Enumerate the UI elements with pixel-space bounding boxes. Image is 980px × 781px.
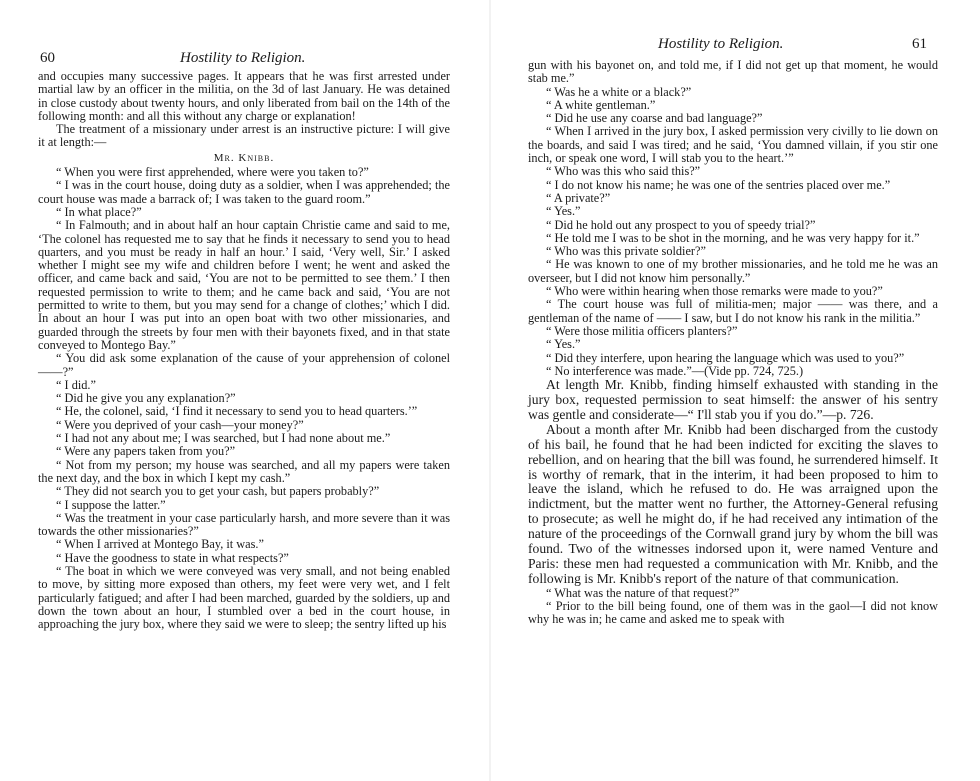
paragraph: “ Were any papers taken from you?” <box>56 444 236 459</box>
paragraph: “ I suppose the latter.” <box>56 497 166 512</box>
paragraph: “ In Falmouth; and in about half an hour captain Christie came and said to me, ‘The colonel has requested me to say that he finds it necessary to send you to head quarters, and you must be ready in half an hour.’ I said, ‘Very well, Sir.’ I asked whether I might see my wife and children before I went; he went and asked the officer, and came back and said, ‘You are not to be permitted to see them.’ I then requested permission to write to them; and he came back and said, ‘You are not permitted to write to them, but you may send for a change of clothes;’ which I did. In about an hour I was put into an open boat with two other missionaries, and guarded through the streets by four men with their bayonets fixed, and in that state conveyed to Montego Bay.” <box>38 218 450 352</box>
paragraph: “ Was the treatment in your case particularly harsh, and more severe than it was towards the other missionaries?” <box>38 510 450 539</box>
paragraph: “ They did not search you to get your cash, but papers probably?” <box>56 484 380 499</box>
paragraph: “ I do not know his name; he was one of the sentries placed over me.” <box>546 177 891 192</box>
paragraph: “ Yes.” <box>546 204 581 219</box>
paragraph: “ He told me I was to be shot in the morning, and he was very happy for it.” <box>546 230 920 245</box>
paragraph: “ Did he hold out any prospect to you of speedy trial?” <box>546 217 816 232</box>
paragraph: “ When I arrived in the jury box, I asked permission very civilly to lie down on the boards, and said I was tired; and he said, ‘You damned villain, if you stir one inch, or speak one word, I will stab you to the heart.’” <box>528 124 938 166</box>
paragraph: “ A private?” <box>546 190 611 205</box>
paragraph: “ What was the nature of that request?” <box>546 585 740 600</box>
paragraph: “ Were you deprived of your cash—your money?” <box>56 417 304 432</box>
right-page <box>490 0 980 781</box>
paragraph: The treatment of a missionary under arrest is an instructive picture: I will give it at length:— <box>38 122 450 150</box>
paragraph: “ Did he give you any explanation?” <box>56 391 236 406</box>
paragraph: “ I did.” <box>56 377 96 392</box>
paragraph: “ A white gentleman.” <box>546 97 656 112</box>
paragraph: “ Prior to the bill being found, one of them was in the gaol—I did not know why he was in; he came and asked me to speak with <box>528 599 938 627</box>
left-running-title: Hostility to Religion. <box>180 50 306 66</box>
paragraph: “ Have the goodness to state in what respects?” <box>56 550 289 565</box>
paragraph: “ You did ask some explanation of the cause of your apprehension of colonel ——?” <box>38 351 450 379</box>
paragraph: “ I was in the court house, doing duty as a soldier, when I was apprehended; the court house was made a barrack of; I was taken to the guard room.” <box>38 178 450 206</box>
paragraph: “ Not from my person; my house was searched, and all my papers were taken the next day, and the box in which I kept my cash.” <box>38 457 450 485</box>
paragraph: “ I had not any about me; I was searched, but I had none about me.” <box>56 431 391 446</box>
paragraph: gun with his bayonet on, and told me, if I did not get up that moment, he would stab me.” <box>528 58 938 86</box>
paragraph: “ He, the colonel, said, ‘I find it necessary to send you to head quarters.’” <box>56 404 418 419</box>
paragraph: “ When I arrived at Montego Bay, it was.” <box>56 537 264 552</box>
paragraph: “ Did they interfere, upon hearing the language which was used to you?” <box>546 350 905 365</box>
paragraph: “ When you were first apprehended, where were you taken to?” <box>56 165 369 180</box>
right-running-title: Hostility to Religion. <box>658 36 784 52</box>
paragraph: “ Was he a white or a black?” <box>546 84 692 99</box>
paragraph: “ He was known to one of my brother missionaries, and he told me he was an overseer, but I did not know him personally.” <box>528 257 938 285</box>
paragraph: “ Who were within hearing when those remarks were made to you?” <box>546 284 883 299</box>
right-page-number: 61 <box>912 36 927 52</box>
paragraph: About a month after Mr. Knibb had been discharged from the custody of his bail, he found that he had been indicted for exciting the slaves to rebellion, and on hearing that the bill was found, he surrendered himself. It is worthy of remark, that in the interim, it had been proposed to him to leave the island, which he refused to do. He was arraigned upon the indictment, but the matter went no further, the Attorney-General refusing to prosecute; as well he might do, if he had received any intimation of the nature of the proceedings of the Cornwall grand jury by whom the bill was found. Two of the witnesses indorsed upon it, were named Venture and Paris: these men had requested a communication with Mr. Knibb, and the following is Mr. Knibb's report of the nature of that communication. <box>528 421 938 586</box>
paragraph: “ In what place?” <box>56 204 142 219</box>
paragraph: “ Were those militia officers planters?” <box>546 323 738 338</box>
left-body <box>38 70 450 631</box>
left-page-number: 60 <box>40 50 55 66</box>
paragraph: “ No interference was made.”—(Vide pp. 724, 725.) <box>546 363 804 378</box>
speaker-heading: Mr. Knibb. <box>213 151 275 164</box>
paragraph: “ The boat in which we were conveyed was very small, and not being enabled to move, by sitting more exposed than others, my feet were very wet, and I felt particularly fatigued; and after I had been marched, guarded by the soldiers, up and down the town about an hour, I stumbled over a bed in the court house, in approaching the jury box, where they said we were to sleep; the sentry lifted up his <box>38 563 450 632</box>
paragraph: “ Did he use any coarse and bad language?” <box>546 111 763 126</box>
paragraph: “ Who was this who said this?” <box>546 164 701 179</box>
paragraph: “ Yes.” <box>546 337 581 352</box>
paragraph: and occupies many successive pages. It appears that he was first arrested under martial law by an officer in the militia, on the 3d of last January. He was detained in close custody about twenty hours, and only liberated from bail on the 14th of the following month: and all this without any charge or explanation! <box>38 69 450 123</box>
right-body <box>528 59 938 627</box>
paragraph: “ Who was this private soldier?” <box>546 244 706 259</box>
paragraph: “ The court house was full of militia-men; major —— was there, and a gentleman of the name of —— I saw, but I do not know his rank in the militia.” <box>528 297 938 325</box>
paragraph: At length Mr. Knibb, finding himself exhausted with standing in the jury box, requested permission to seat himself: the answer of his sentry was gentle and considerate—“ I'll stab you if you do.”—p. 726. <box>528 377 938 422</box>
